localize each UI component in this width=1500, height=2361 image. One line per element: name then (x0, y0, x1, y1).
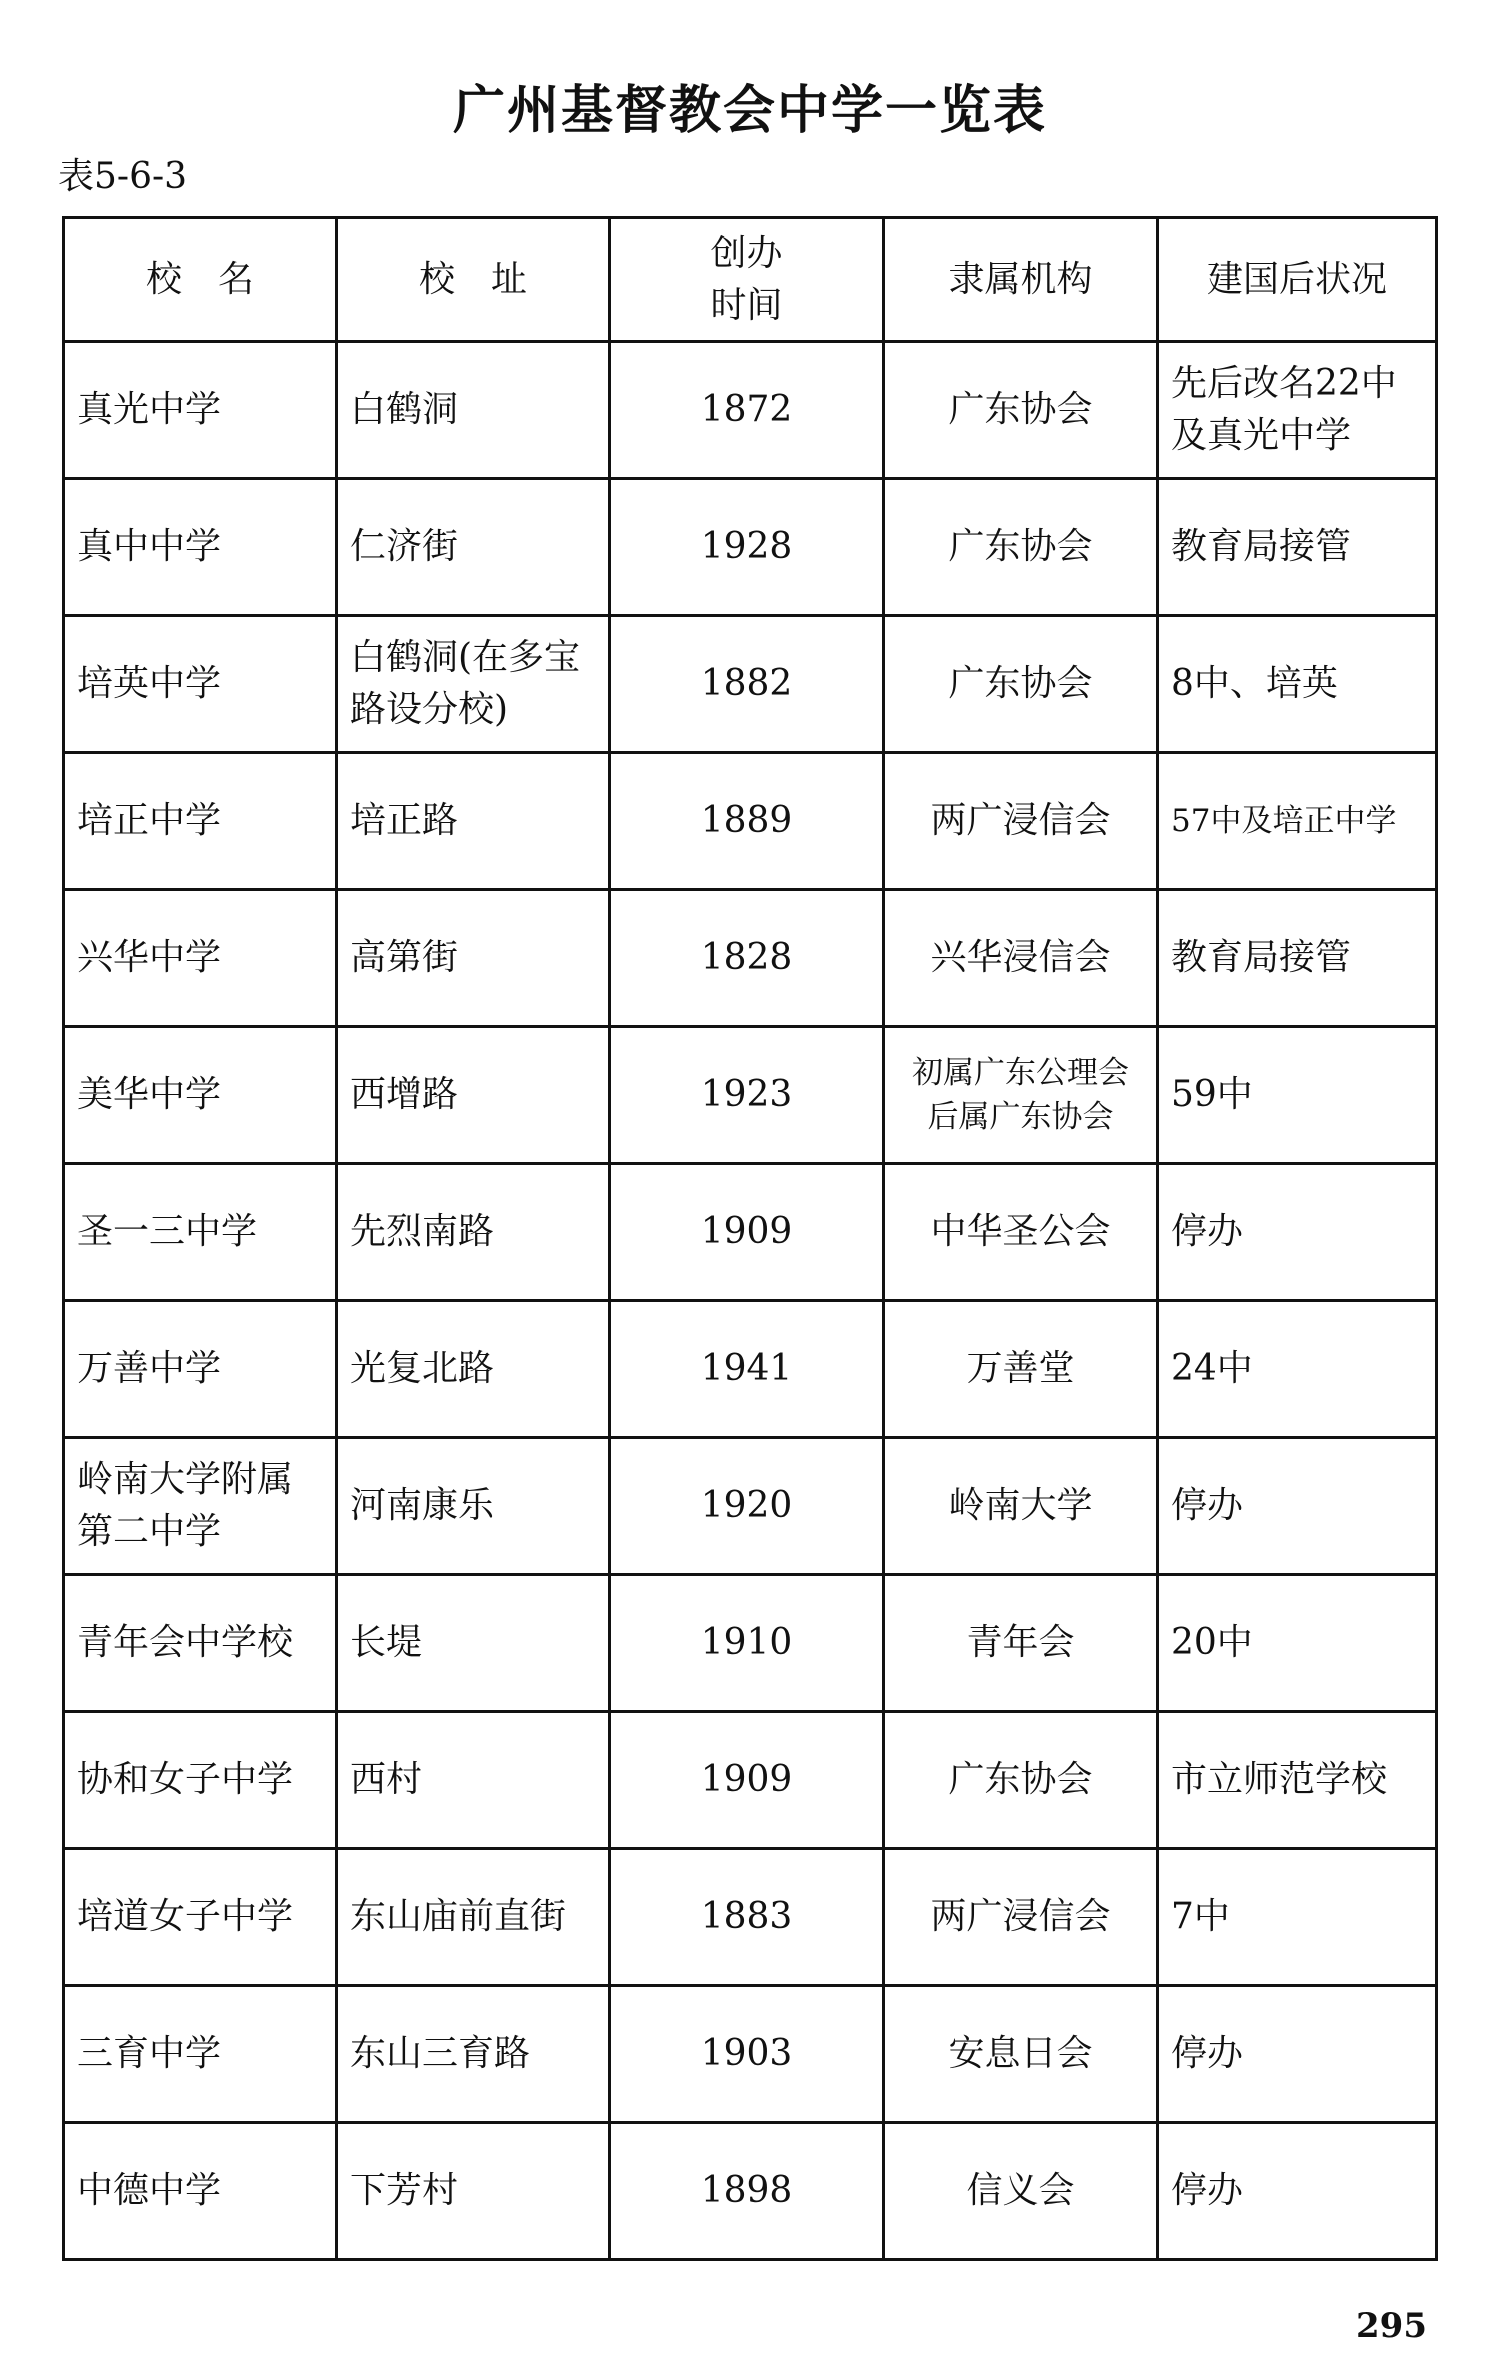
header-founded (610, 218, 884, 342)
cell-school-name: 真光中学 (64, 342, 337, 479)
table-row (64, 1164, 1437, 1301)
cell-school-name: 中德中学 (64, 2123, 337, 2260)
table-row (64, 1438, 1437, 1575)
cell-year: 1898 (610, 2123, 884, 2260)
cell-school-name: 协和女子中学 (64, 1712, 337, 1849)
cell-status: 停办 (1158, 2123, 1437, 2260)
cell-status: 57中及培正中学 (1158, 753, 1437, 890)
cell-affiliation: 两广浸信会 (884, 1849, 1158, 1986)
page-title: 广州基督教会中学一览表 (452, 81, 1047, 141)
table-row (64, 479, 1437, 616)
cell-year: 1909 (610, 1712, 884, 1849)
table-header-row (64, 218, 1437, 342)
table-row (64, 2123, 1437, 2260)
cell-school-name: 三育中学 (64, 1986, 337, 2123)
cell-year: 1928 (610, 479, 884, 616)
cell-address: 河南康乐 (337, 1438, 610, 1575)
cell-school-name: 真中中学 (64, 479, 337, 616)
cell-school-name: 青年会中学校 (64, 1575, 337, 1712)
cell-affiliation: 安息日会 (884, 1986, 1158, 2123)
cell-status: 先后改名22中及真光中学 (1158, 342, 1437, 479)
table-row (64, 753, 1437, 890)
cell-affiliation: 两广浸信会 (884, 753, 1158, 890)
header-founded-line1: 创办 (710, 232, 783, 274)
header-affiliation: 隶属机构 (884, 218, 1158, 342)
cell-affiliation: 广东协会 (884, 1712, 1158, 1849)
cell-school-name: 岭南大学附属第二中学 (64, 1438, 337, 1575)
cell-status: 市立师范学校 (1158, 1712, 1437, 1849)
cell-year: 1941 (610, 1301, 884, 1438)
cell-status: 20中 (1158, 1575, 1437, 1712)
cell-school-name: 圣一三中学 (64, 1164, 337, 1301)
cell-status: 停办 (1158, 1438, 1437, 1575)
cell-address: 白鹤洞 (337, 342, 610, 479)
table-row (64, 1986, 1437, 2123)
cell-address: 东山三育路 (337, 1986, 610, 2123)
cell-year: 1920 (610, 1438, 884, 1575)
page-number: 295 (1356, 2306, 1427, 2346)
cell-address: 光复北路 (337, 1301, 610, 1438)
cell-address: 培正路 (337, 753, 610, 890)
cell-address: 仁济街 (337, 479, 610, 616)
cell-school-name: 培正中学 (64, 753, 337, 890)
cell-affiliation: 信义会 (884, 2123, 1158, 2260)
cell-affiliation: 初属广东公理会后属广东协会 (884, 1027, 1158, 1164)
cell-status: 停办 (1158, 1164, 1437, 1301)
table-row (64, 1849, 1437, 1986)
cell-year: 1909 (610, 1164, 884, 1301)
header-status: 建国后状况 (1158, 218, 1437, 342)
cell-status: 59中 (1158, 1027, 1437, 1164)
cell-affiliation: 兴华浸信会 (884, 890, 1158, 1027)
cell-school-name: 培英中学 (64, 616, 337, 753)
header-founded-line2: 时间 (710, 284, 783, 326)
cell-school-name: 万善中学 (64, 1301, 337, 1438)
cell-address: 西村 (337, 1712, 610, 1849)
cell-address: 先烈南路 (337, 1164, 610, 1301)
cell-year: 1882 (610, 616, 884, 753)
cell-affiliation: 广东协会 (884, 479, 1158, 616)
cell-address: 东山庙前直街 (337, 1849, 610, 1986)
cell-year: 1923 (610, 1027, 884, 1164)
table-label: 表5-6-3 (58, 156, 188, 197)
cell-year: 1883 (610, 1849, 884, 1986)
cell-status: 7中 (1158, 1849, 1437, 1986)
cell-status: 停办 (1158, 1986, 1437, 2123)
cell-affiliation: 广东协会 (884, 342, 1158, 479)
header-address: 校 址 (337, 218, 610, 342)
cell-school-name: 培道女子中学 (64, 1849, 337, 1986)
cell-year: 1889 (610, 753, 884, 890)
table-row (64, 342, 1437, 479)
cell-school-name: 兴华中学 (64, 890, 337, 1027)
cell-address: 下芳村 (337, 2123, 610, 2260)
cell-address: 长堤 (337, 1575, 610, 1712)
cell-year: 1910 (610, 1575, 884, 1712)
cell-status: 8中、培英 (1158, 616, 1437, 753)
schools-table (62, 216, 1438, 2261)
cell-affiliation: 万善堂 (884, 1301, 1158, 1438)
cell-year: 1872 (610, 342, 884, 479)
table-row (64, 1027, 1437, 1164)
cell-year: 1903 (610, 1986, 884, 2123)
cell-status: 教育局接管 (1158, 890, 1437, 1027)
table-row (64, 1575, 1437, 1712)
cell-status: 教育局接管 (1158, 479, 1437, 616)
table-row (64, 1301, 1437, 1438)
cell-school-name: 美华中学 (64, 1027, 337, 1164)
cell-address: 高第街 (337, 890, 610, 1027)
cell-affiliation: 广东协会 (884, 616, 1158, 753)
cell-status: 24中 (1158, 1301, 1437, 1438)
cell-address: 西增路 (337, 1027, 610, 1164)
table-row (64, 1712, 1437, 1849)
table-row (64, 616, 1437, 753)
cell-affiliation: 青年会 (884, 1575, 1158, 1712)
cell-affiliation: 岭南大学 (884, 1438, 1158, 1575)
header-school-name: 校 名 (64, 218, 337, 342)
cell-affiliation: 中华圣公会 (884, 1164, 1158, 1301)
cell-year: 1828 (610, 890, 884, 1027)
cell-address: 白鹤洞(在多宝路设分校) (337, 616, 610, 753)
table-row (64, 890, 1437, 1027)
